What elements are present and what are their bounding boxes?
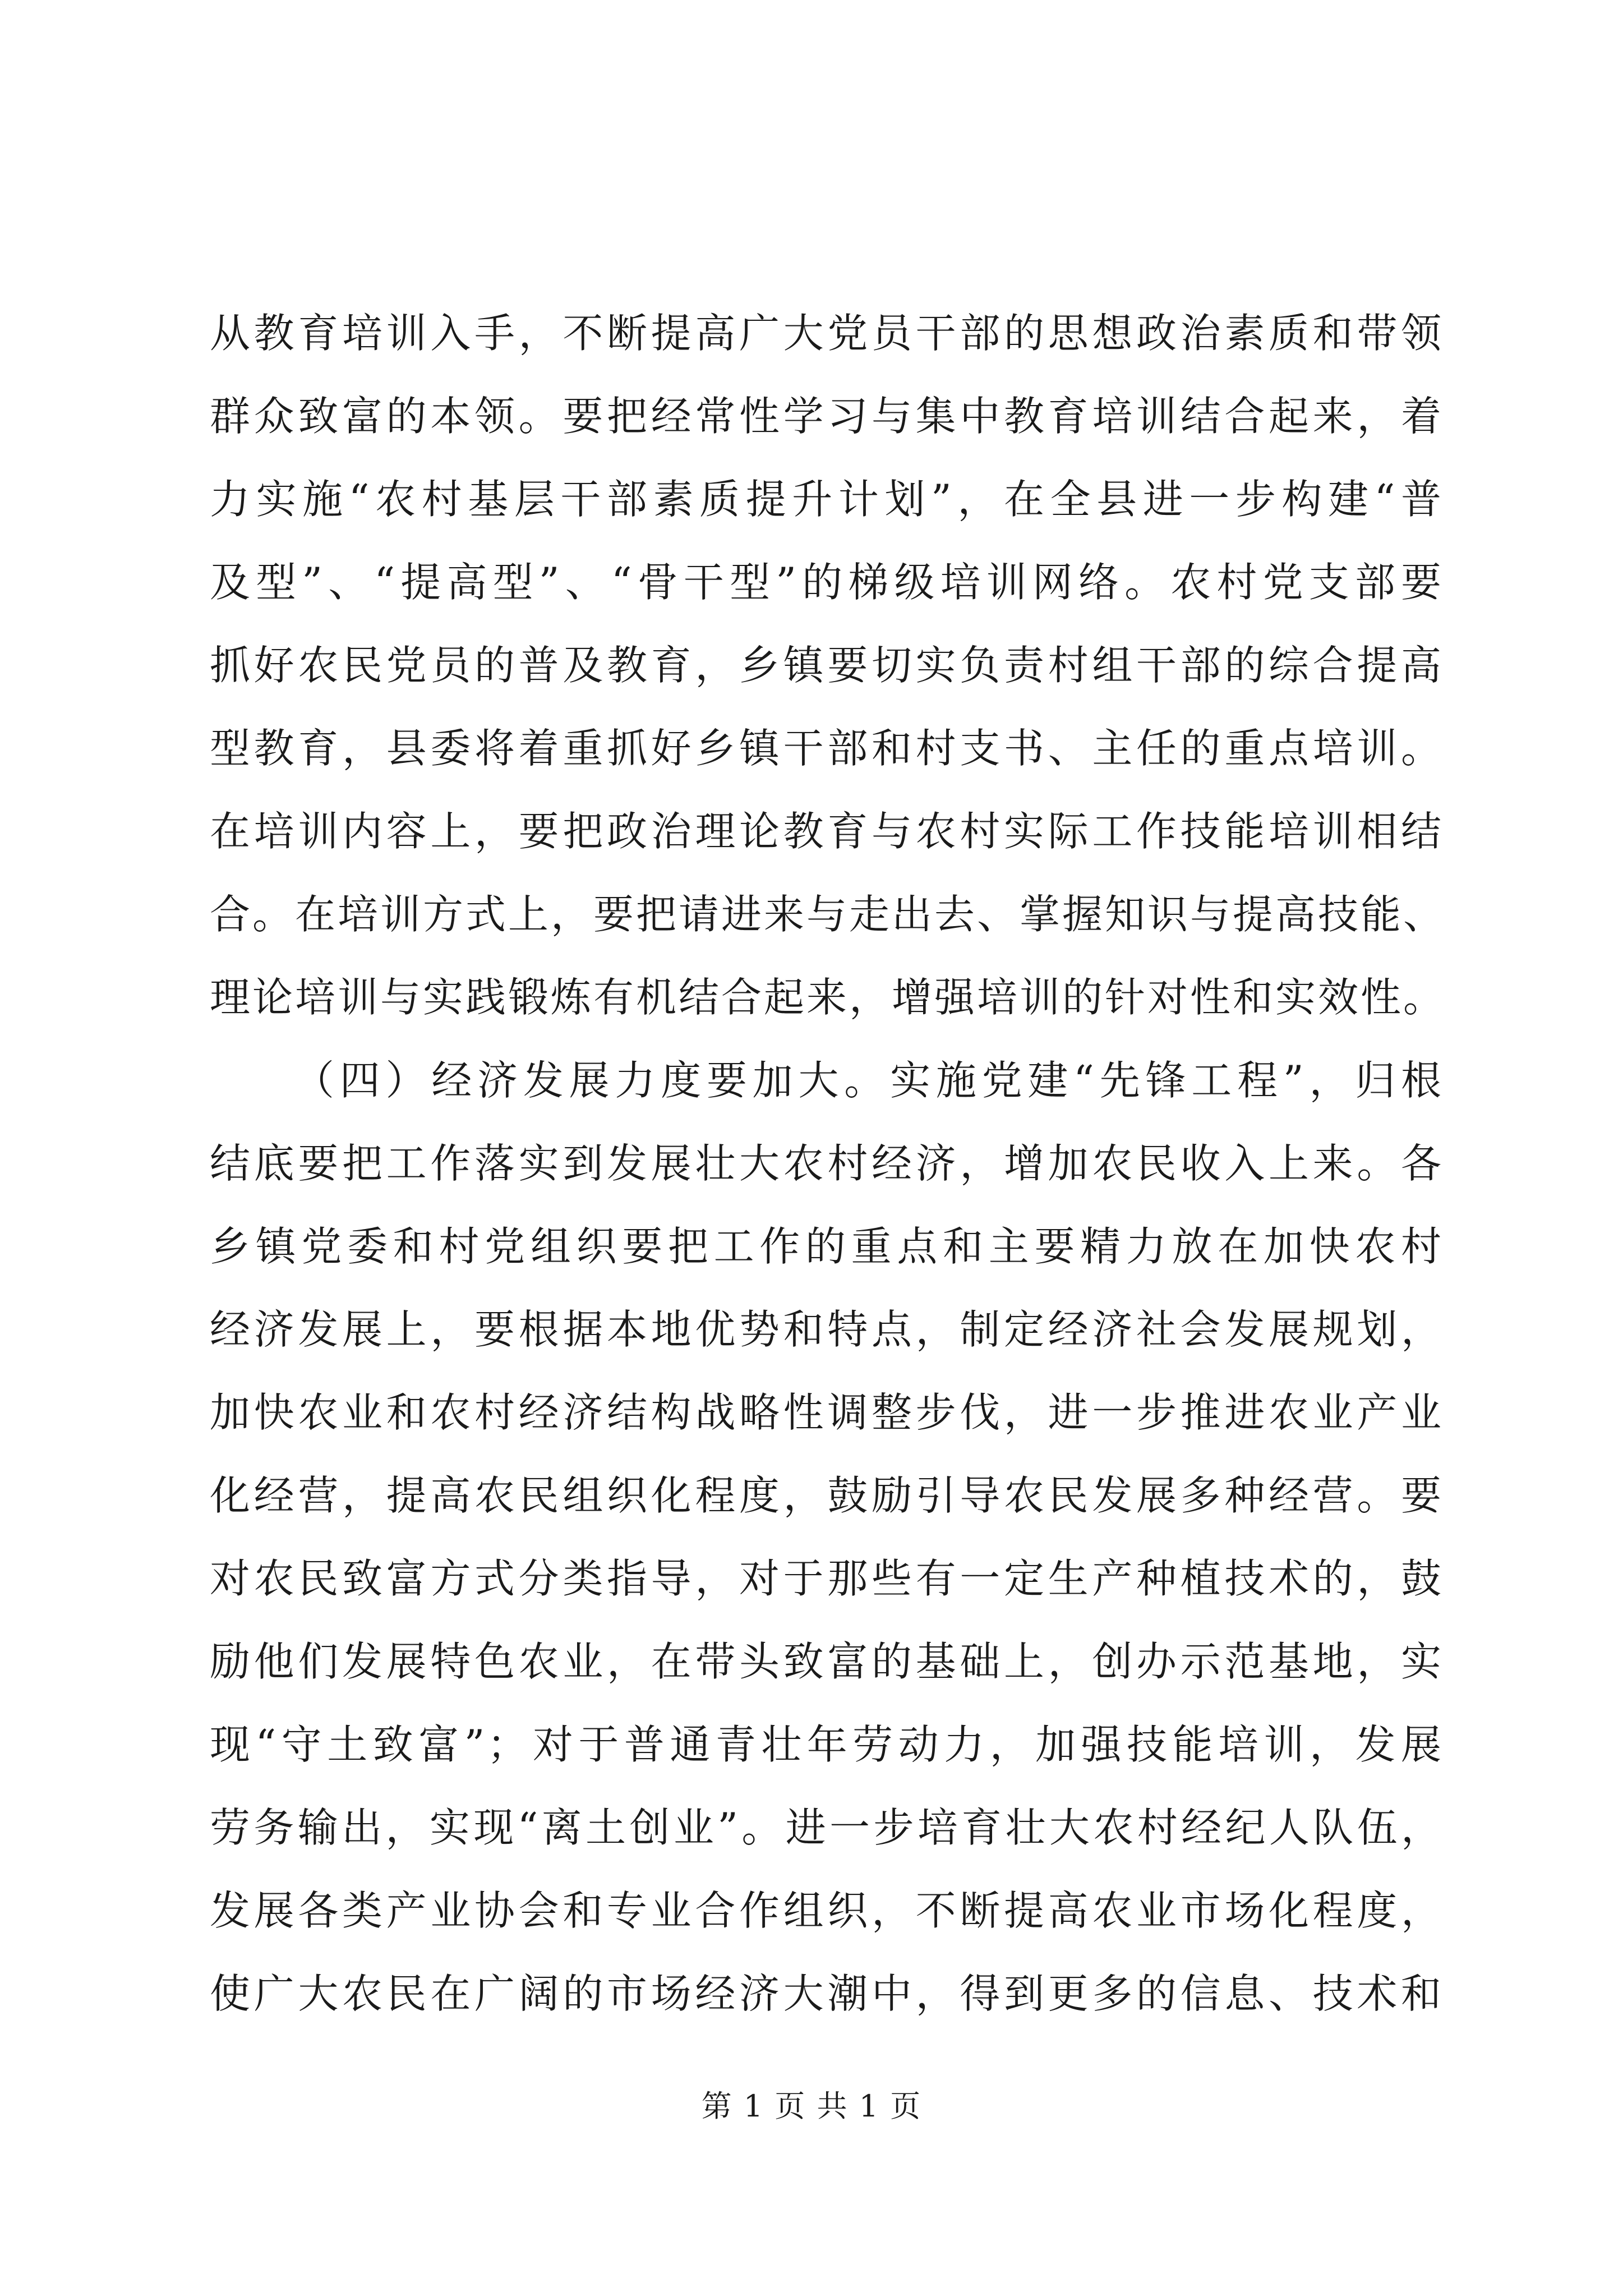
text-line: 理论培训与实践锻炼有机结合起来，增强培训的针对性和实效性。 — [210, 974, 1446, 1021]
text-line: 抓好农民党员的普及教育，乡镇要切实负责村组干部的综合提高 — [210, 642, 1444, 689]
text-line: 化经营，提高农民组织化程度，鼓励引导农民发展多种经营。要 — [210, 1472, 1444, 1519]
text-line: 结底要把工作落实到发展壮大农村经济，增加农民收入上来。各 — [210, 1140, 1444, 1187]
text-line: 使广大农民在广阔的市场经济大潮中，得到更多的信息、技术和 — [210, 1970, 1444, 2017]
text-line: 合。在培训方式上，要把请进来与走出去、掌握知识与提高技能、 — [210, 891, 1446, 938]
text-line: 在培训内容上，要把政治理论教育与农村实际工作技能培训相结 — [210, 808, 1444, 855]
body-text — [210, 292, 1444, 2035]
text-line: 发展各类产业协会和专业合作组织，不断提高农业市场化程度， — [210, 1887, 1444, 1934]
text-line: 从教育培训入手，不断提高广大党员干部的思想政治素质和带领 — [210, 310, 1444, 357]
text-line: 经济发展上，要根据本地优势和特点，制定经济社会发展规划， — [210, 1306, 1444, 1353]
section-heading-line: （四）经济发展力度要加大。实施党建“先锋工程”，归根 — [294, 1057, 1444, 1104]
page-number-footer: 第 1 页 共 1 页 — [701, 2088, 922, 2124]
text-line: 及型”、“提高型”、“骨干型”的梯级培训网络。农村党支部要 — [210, 559, 1444, 606]
text-line: 劳务输出，实现“离土创业”。进一步培育壮大农村经纪人队伍， — [210, 1804, 1444, 1851]
text-line: 乡镇党委和村党组织要把工作的重点和主要精力放在加快农村 — [210, 1223, 1444, 1270]
text-line: 对农民致富方式分类指导，对于那些有一定生产种植技术的，鼓 — [210, 1555, 1444, 1602]
text-line: 型教育，县委将着重抓好乡镇干部和村支书、主任的重点培训。 — [210, 725, 1444, 772]
text-line: 群众致富的本领。要把经常性学习与集中教育培训结合起来，着 — [210, 393, 1444, 440]
text-line: 加快农业和农村经济结构战略性调整步伐，进一步推进农业产业 — [210, 1389, 1444, 1436]
text-line: 励他们发展特色农业，在带头致富的基础上，创办示范基地，实 — [210, 1638, 1444, 1685]
text-line: 力实施“农村基层干部素质提升计划”，在全县进一步构建“普 — [210, 476, 1444, 523]
text-line: 现“守土致富”；对于普通青壮年劳动力，加强技能培训，发展 — [210, 1721, 1444, 1768]
